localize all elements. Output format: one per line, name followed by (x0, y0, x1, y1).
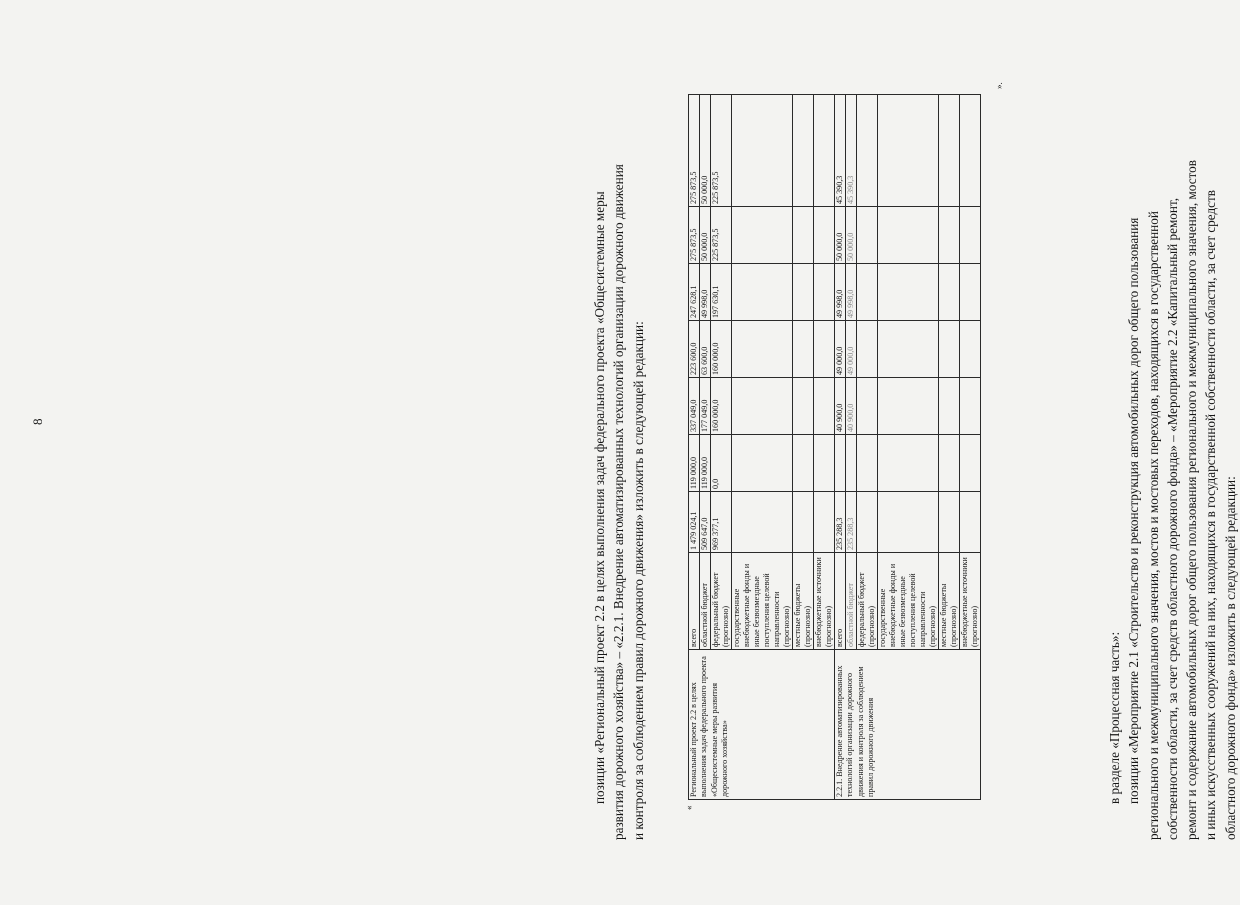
amount-cell (939, 435, 960, 492)
amount-cell: 223 600,0 (689, 321, 700, 378)
table-close-quote: ». (994, 82, 1004, 89)
amount-cell (732, 264, 793, 321)
amount-cell: 969 377,1 (711, 492, 732, 553)
amount-cell (857, 95, 878, 207)
amount-cell: 50 000,0 (846, 207, 857, 264)
amount-cell (793, 264, 814, 321)
process-section-paragraph (1105, 95, 1240, 840)
amount-cell (793, 95, 814, 207)
funding-source-cell: местные бюджеты (прогнозно) (793, 553, 814, 650)
amount-cell: 49 000,0 (835, 321, 846, 378)
amount-cell: 509 647,0 (700, 492, 711, 553)
intro-line: развития дорожного хозяйства» – «2.2.1. Внедрение автоматизированных технологий организации дорожного движения (611, 164, 627, 840)
budget-table (688, 94, 981, 800)
amount-cell (960, 207, 981, 264)
amount-cell (857, 435, 878, 492)
amount-cell (732, 492, 793, 553)
table-row (835, 95, 846, 800)
amount-cell (846, 435, 857, 492)
funding-source-cell: государственные внебюджетные фонды и иные безвозмездные поступления целевой направленности (прогнозно) (732, 553, 793, 650)
amount-cell (878, 95, 939, 207)
amount-cell (814, 492, 835, 553)
amount-cell: 45 390,3 (846, 95, 857, 207)
amount-cell: 235 288,3 (846, 492, 857, 553)
amount-cell: 49 000,0 (846, 321, 857, 378)
budget-table-body (689, 95, 981, 800)
amount-cell: 275 873,5 (689, 207, 700, 264)
amount-cell: 49 998,0 (846, 264, 857, 321)
amount-cell (878, 207, 939, 264)
amount-cell (732, 378, 793, 435)
amount-cell (939, 95, 960, 207)
amount-cell (814, 378, 835, 435)
body-line: собственности области, за счет средств областного дорожного фонда» – «Мероприятие 2.2 «Капитальный ремонт, (1164, 197, 1180, 840)
page-number: 8 (30, 418, 45, 425)
amount-cell (793, 492, 814, 553)
amount-cell: 40 900,0 (835, 378, 846, 435)
amount-cell (857, 492, 878, 553)
amount-cell (732, 321, 793, 378)
amount-cell (814, 207, 835, 264)
funding-source-cell: всего (689, 553, 700, 650)
amount-cell (835, 435, 846, 492)
amount-cell (857, 264, 878, 321)
amount-cell (960, 264, 981, 321)
amount-cell (960, 321, 981, 378)
table-open-quote: « (684, 805, 694, 810)
funding-source-cell: всего (835, 553, 846, 650)
amount-cell: 225 873,5 (711, 95, 732, 207)
project-name-cell: 2.2.1. Внедрение автоматизированных технологий организации дорожного движения и контроля за соблюдением правил дорожного движения (835, 650, 981, 800)
amount-cell (878, 264, 939, 321)
amount-cell: 247 628,1 (689, 264, 700, 321)
amount-cell: 337 049,0 (689, 378, 700, 435)
rotated-page-content (590, 10, 1238, 840)
table-row (689, 95, 700, 800)
amount-cell: 63 600,0 (700, 321, 711, 378)
amount-cell: 40 900,0 (846, 378, 857, 435)
amount-cell (960, 492, 981, 553)
amount-cell: 225 873,5 (711, 207, 732, 264)
amount-cell (960, 435, 981, 492)
project-name-cell: Региональный проект 2.2 в целях выполнения задач федерального проекта «Общесистемные меры развития дорожного хозяйства» (689, 650, 835, 800)
amount-cell (857, 207, 878, 264)
amount-cell (939, 321, 960, 378)
amount-cell: 119 000,0 (689, 435, 700, 492)
amount-cell (939, 492, 960, 553)
amount-cell: 119 000,0 (700, 435, 711, 492)
amount-cell (857, 378, 878, 435)
amount-cell (857, 321, 878, 378)
funding-source-cell: федеральный бюджет (прогнозно) (711, 553, 732, 650)
amount-cell (939, 264, 960, 321)
amount-cell: 50 000,0 (700, 207, 711, 264)
intro-line: позиции «Региональный проект 2.2 в целях выполнения задач федерального проекта «Общесистемные меры (592, 191, 607, 804)
amount-cell: 49 998,0 (700, 264, 711, 321)
funding-source-cell: областной бюджет (700, 553, 711, 650)
amount-cell (732, 95, 793, 207)
section-heading-line: в разделе «Процессная часть»: (1107, 631, 1122, 804)
amount-cell: 160 000,0 (711, 378, 732, 435)
intro-paragraph (590, 95, 648, 840)
amount-cell: 177 049,0 (700, 378, 711, 435)
amount-cell (814, 264, 835, 321)
funding-source-cell: федеральный бюджет (прогнозно) (857, 553, 878, 650)
amount-cell: 49 998,0 (835, 264, 846, 321)
amount-cell: 197 630,1 (711, 264, 732, 321)
amount-cell (814, 435, 835, 492)
amount-cell (793, 207, 814, 264)
body-line: областного дорожного фонда» изложить в следующей редакции: (1222, 476, 1238, 840)
amount-cell: 160 000,0 (711, 321, 732, 378)
amount-cell: 50 000,0 (835, 207, 846, 264)
amount-cell (878, 378, 939, 435)
amount-cell (878, 435, 939, 492)
funding-source-cell: местные бюджеты (прогнозно) (939, 553, 960, 650)
funding-source-cell: внебюджетные источники (прогнозно) (814, 553, 835, 650)
body-line: позиции «Мероприятие 2.1 «Строительство и реконструкция автомобильных дорог общего пользования (1126, 217, 1142, 804)
amount-cell (793, 321, 814, 378)
amount-cell (732, 207, 793, 264)
body-line: регионального и межмуниципального значения, мостов и мостовых переходов, находящихся в государственной (1145, 211, 1161, 840)
amount-cell: 235 288,3 (835, 492, 846, 553)
amount-cell (939, 378, 960, 435)
amount-cell (732, 435, 793, 492)
amount-cell: 0,0 (711, 435, 732, 492)
amount-cell (878, 492, 939, 553)
amount-cell (793, 378, 814, 435)
amount-cell: 50 000,0 (700, 95, 711, 207)
funding-source-cell: государственные внебюджетные фонды и иные безвозмездные поступления целевой направленности (прогнозно) (878, 553, 939, 650)
amount-cell (939, 207, 960, 264)
funding-source-cell: областной бюджет (846, 553, 857, 650)
body-line: ремонт и содержание автомобильных дорог общего пользования регионального и межмуниципального значения, мостов (1184, 160, 1200, 840)
budget-table-wrapper (688, 95, 981, 800)
amount-cell: 275 873,5 (689, 95, 700, 207)
amount-cell: 45 390,3 (835, 95, 846, 207)
body-line: и иных искусственных сооружений на них, находящихся в государственной собственности области, за счет средств (1203, 189, 1219, 840)
amount-cell (960, 95, 981, 207)
amount-cell (878, 321, 939, 378)
amount-cell (793, 435, 814, 492)
amount-cell (814, 95, 835, 207)
amount-cell (814, 321, 835, 378)
funding-source-cell: внебюджетные источники (прогнозно) (960, 553, 981, 650)
intro-line: и контроля за соблюдением правил дорожного движения» изложить в следующей редакции: (630, 321, 646, 840)
amount-cell: 1 479 024,1 (689, 492, 700, 553)
amount-cell (960, 378, 981, 435)
